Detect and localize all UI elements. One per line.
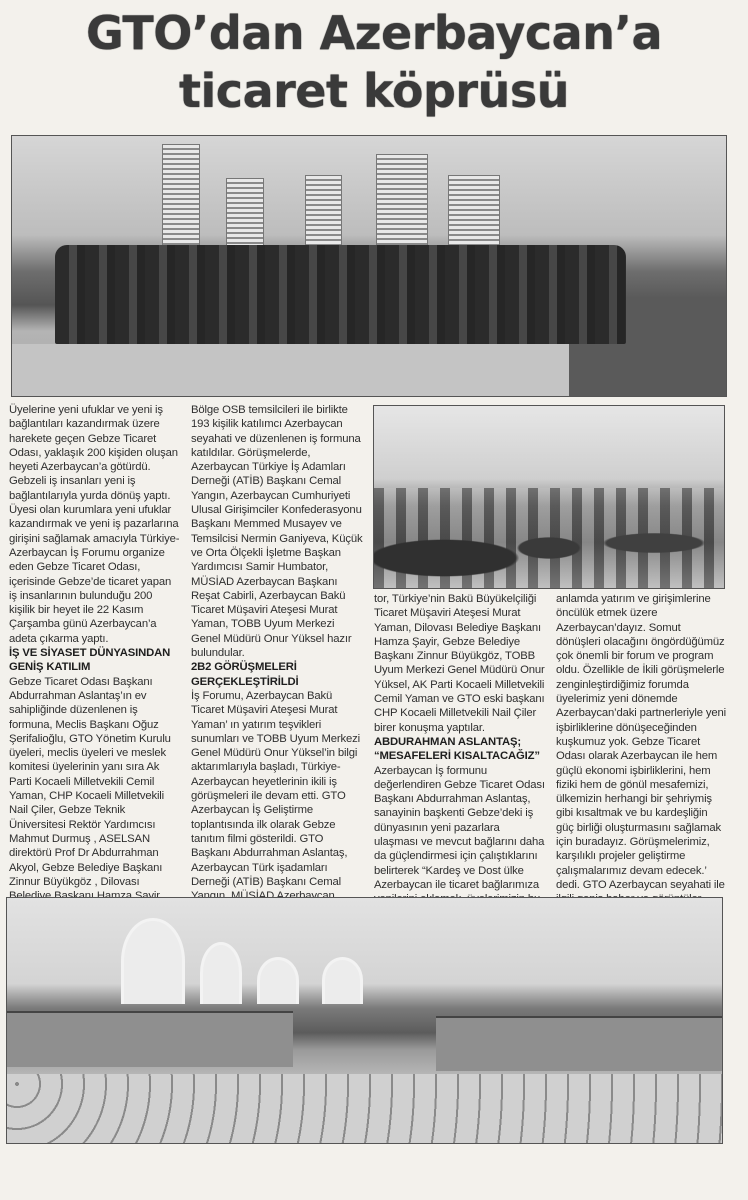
building-shape	[305, 175, 343, 255]
delegation-group	[55, 245, 626, 344]
arch-shape	[200, 942, 242, 1004]
attendees-at-tables	[374, 488, 724, 588]
article-paragraph: Azerbaycan İş formunu değerlendiren Gebze Ticaret Odası Başkanı Abdurrahman Aslantaş, sanayinin başkenti Gebze’deki iş dünyasının yeni pazarlara ulaşması ve mevcut bağlarını daha da güçlendirmesi için çalıştıklarını belirterek “Kardeş ve Dost ülke Azerbaycan ile ticaret bağlarımıza	[374, 764, 545, 891]
conference-table-left	[7, 1011, 293, 1067]
group-outdoor-photo	[11, 135, 727, 397]
building-shape	[162, 144, 200, 250]
forum-meeting-photo	[6, 897, 723, 1144]
patterned-carpet	[7, 1074, 722, 1143]
article-paragraph: Gebze Ticaret Odası Başkanı Abdurrahman Aslantaş’ın ev sahipliğinde düzenlenen iş formuna, Meclis Başkanı Oğuz Şerifalioğlu, GTO Yönetim Kurulu üyeleri, meclis üyeleri ve meslek komitesi üyelerinin yanı sıra Ak Parti Kocaeli Milletvekili Cemil Yaman, CHP Kocaeli Milletvekili Nail Çiler, Gebze Teknik Üniversitesi Rektör Yardımcısı Mahmut Durmuş , ASELSAN direktörü Prof Dr Abdurrahman Akyol, Gebze Belediye Başkanı Zinnur Büyükgöz , Dilovası	[9, 675, 171, 888]
arch-shape	[257, 957, 299, 1004]
section-heading-quote: ABDURAHMAN ASLANTAŞ; “MESAFELERİ KISALTACAĞIZ”	[374, 735, 540, 763]
section-heading-b2b: 2B2 GÖRÜŞMELERİ GERÇEKLEŞTİRİLDİ	[191, 661, 299, 688]
article-paragraph: Bölge OSB temsilcileri ile birlikte 193 kişilik katılımcı Azerbaycan seyahati ve düzenlenen iş formuna katıldılar. Görüşmelerde, Azerbaycan Türkiye İş Adamları Derneği (ATİB) Başkanı Cemal Yangın, Azerbaycan Cumhuriyeti Ulusal Girişimciler Konfederasyonu Başkanı Memmed Musayev ve Temsilcisi Nermin Ganiyeva, Küçük ve Orta Ölçekli İşletme Başkan Yardımcısı Samir Humbator, MÜSİAD Azerbaycan Başkanı Reşat Cabirli, Azerbaycan Bakü Ticaret Müşaviri Ateşesi Murat Yaman, TOBB Uyum Merkezi Genel Müdürü Onur Yüksel hazır bulundular.	[191, 404, 363, 660]
conference-table-right	[436, 1016, 722, 1072]
article-paragraph: İş Forumu, Azerbaycan Bakü Ticaret Müşaviri Ateşesi Murat Yaman’ ın yatırım teşvikleri sunumları ve TOBB Uyum Merkezi Genel Müdürü Onur Yüksel’in bilgi aktarımlarıyla başladı, Türkiye-Azerbaycan heyetlerinin ikili iş görüşmeleri ile devam etti. GTO Azerbaycan İş Geliştirme toplantısında ilk olarak Gebze tanıtım filmi gösterildi. GTO Başkanı Abdurrahman Aslantaş, Azerbaycan Türk işadamları Derneği (ATİB) Başkanı Cemal	[191, 689, 360, 888]
article-column-3	[374, 592, 546, 907]
arch-shape	[322, 957, 364, 1004]
headline-line-1: GTO’dan Azerbaycan’a	[85, 6, 662, 60]
article-column-2	[191, 403, 363, 961]
headline	[0, 4, 748, 120]
article-intro: Üyelerine yeni ufuklar ve yeni iş bağlantıları kazandırmak üzere harekete geçen Gebze Ticaret Odası, yaklaşık 200 kişiden oluşan heyeti Azerbaycan’a götürdü. Gebzeli iş insanları yeni iş bağlantılarıyla yurda dönüş yaptı. Üyesi olan kurumlara yeni ufuklar kazandırmak ve yeni iş pazarlarına girişini sağlamak amacıyla Türkiye-Azerbaycan İş Forumu organize eden Gebze Ticaret Odası, içerisinde Gebze’de ticaret yapan iş insanlarının bulunduğu 200 kişilik bir heyet ile 22 Kasım Çarşamba günü Azerbaycan’a adeta çıkarma yaptı.	[9, 404, 180, 645]
networking-hall-photo	[373, 405, 725, 589]
headline-line-2: ticaret köprüsü	[179, 64, 569, 118]
arch-shape	[121, 918, 184, 1004]
article-column-1	[9, 403, 181, 946]
article-paragraph: anlamda yatırım ve girişimlerine öncülük etmek üzere Azerbaycan’dayız. Somut dönüşleri olacağını öngördüğümüz çok önemli bir forum ve program oldu. Özellikle de İkili görüşmelerle zenginleştirdiğimiz forumda üyelerimiz yeni dönemde Azerbaycan’daki partnerleriyle yeni işbirliklerine dönüşeceğinden kuşkumuz yok. Gebze Ticaret Odası olarak Azerbaycan ile hem güçlü ekonomi işbirliklerini, hem fiziki hem de gönül mesafemizi, ülkemizin herhangi bir şehriymiş gibi kısaltmak ve bu kardeşliğin güç birliği oluşturmasını sağlamak için buradayız. Görüşmelerimiz, karşılıklı projeler geliştirme çalışmalarımız devam edecek.’ dedi. GTO Azerbaycan seyahati ile	[556, 593, 726, 891]
section-heading-participation: İŞ VE SİYASET DÜNYASINDAN GENİŞ KATILIM	[9, 647, 171, 674]
article-column-4	[556, 592, 728, 921]
article-paragraph: tor, Türkiye’nin Bakü Büyükelçiliği Ticaret Müşaviri Ateşesi Murat Yaman, Dilovası Belediye Başkanı Hamza Şayir, Gebze Belediye Başkanı Zinnur Büyükgöz, TOBB Uyum Merkezi Genel Müdürü Onur Yüksel, AK Parti Kocaeli Milletvekili Cemil Yaman ve GTO eski başkanı CHP Kocaeli Milletvekili Nail Çiler birer konuşma yaptılar.	[374, 593, 545, 734]
